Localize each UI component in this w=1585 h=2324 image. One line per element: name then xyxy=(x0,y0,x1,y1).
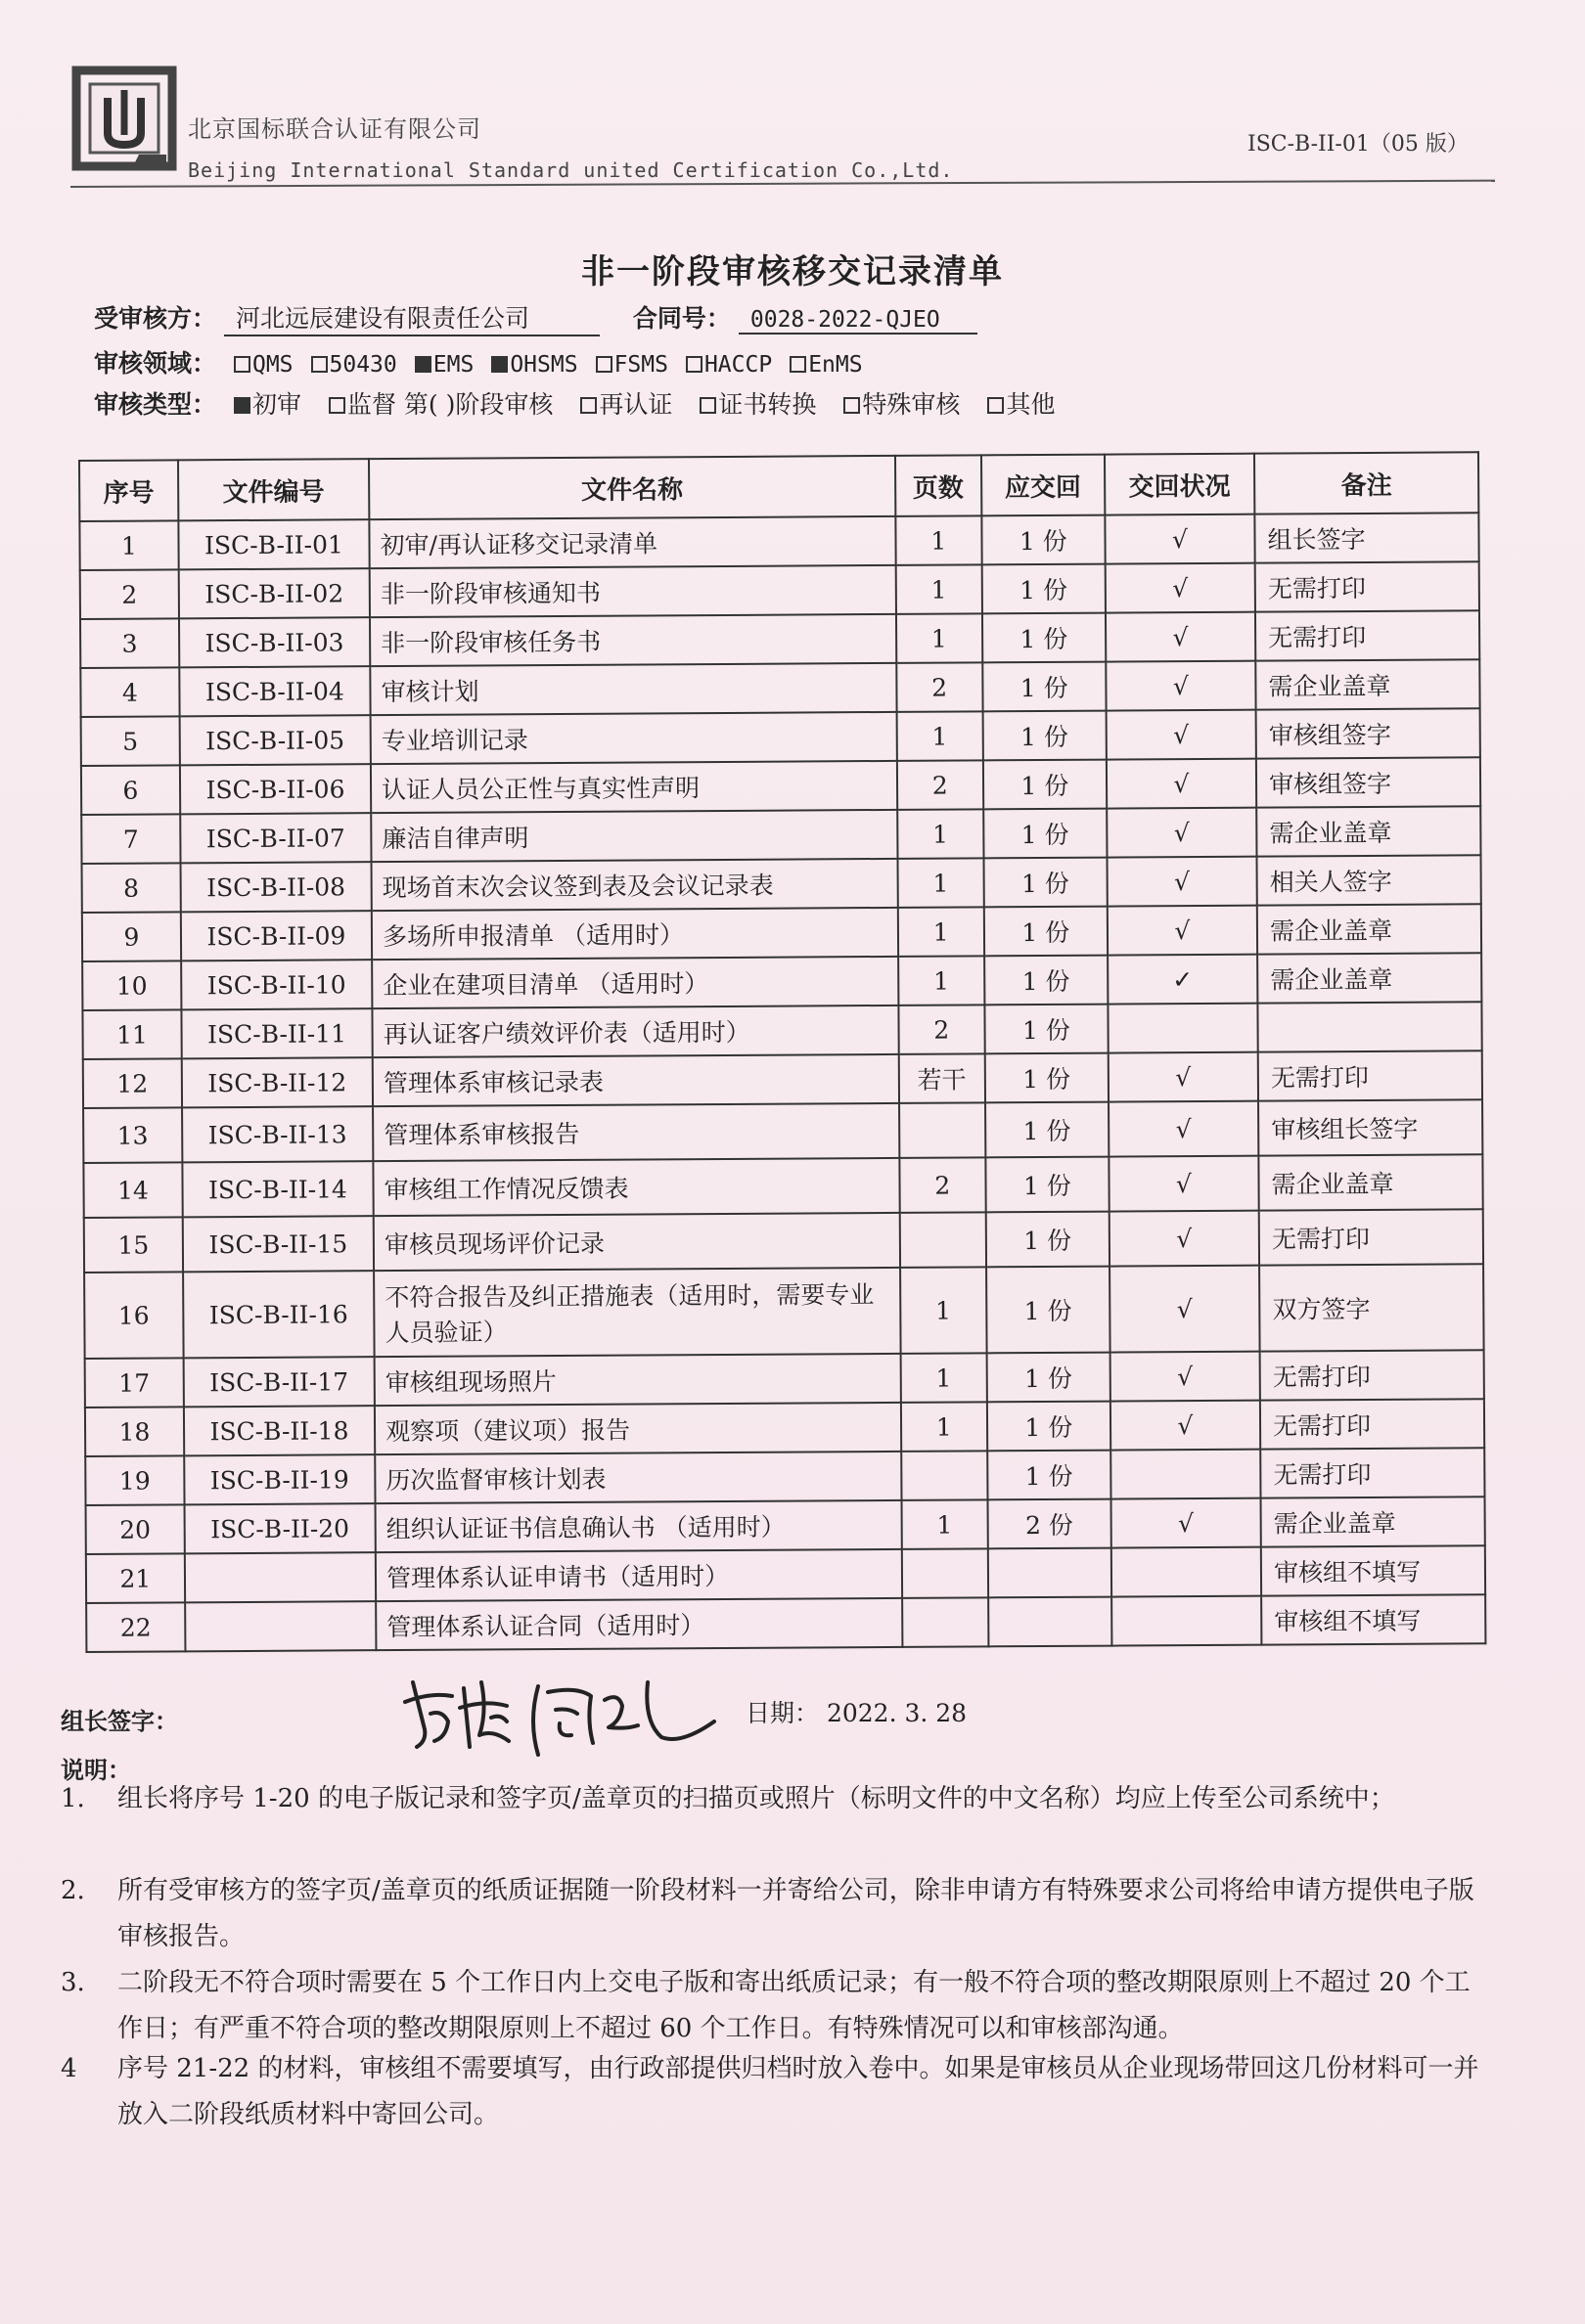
company-name-cn: 北京国标联合认证有限公司 xyxy=(188,115,481,143)
cell-copies: 1 份 xyxy=(987,1451,1110,1500)
table-row xyxy=(84,1209,1483,1273)
cell-status: ✓ xyxy=(1108,955,1258,1005)
cell-no: 17 xyxy=(85,1358,184,1408)
cell-note: 需企业盖章 xyxy=(1257,953,1481,1003)
cell-pages xyxy=(901,1451,987,1500)
cell-pages: 1 xyxy=(895,564,981,614)
cell-copies: 2 份 xyxy=(987,1499,1110,1549)
cell-no: 20 xyxy=(86,1504,185,1554)
option-audit-fields[interactable] xyxy=(780,349,862,378)
cell-name: 认证人员公正性与真实性声明 xyxy=(371,761,897,813)
audit-field-line xyxy=(94,344,863,380)
option-label: 50430 xyxy=(329,352,397,378)
cell-pages: 2 xyxy=(899,1157,986,1213)
contract-value: 0028-2022-QJEO xyxy=(739,307,977,335)
option-label: 特殊审核 xyxy=(862,390,961,419)
table-row xyxy=(82,1002,1481,1059)
cell-status: √ xyxy=(1105,514,1255,564)
auditee-value: 河北远辰建设有限责任公司 xyxy=(224,299,600,336)
cell-note: 审核组签字 xyxy=(1256,708,1480,758)
cell-pages: 若干 xyxy=(898,1053,984,1103)
cell-copies: 1 份 xyxy=(985,1053,1109,1103)
option-audit-types[interactable] xyxy=(224,390,301,419)
cell-pages: 1 xyxy=(896,711,982,761)
cell-no: 16 xyxy=(84,1272,183,1359)
table-row xyxy=(86,1594,1485,1652)
table-row xyxy=(84,1264,1484,1359)
cell-note xyxy=(1257,1002,1481,1051)
table-row xyxy=(81,757,1480,815)
empty-checkbox-icon[interactable] xyxy=(596,356,612,373)
cell-code: ISC-B-II-03 xyxy=(179,617,371,667)
cell-no: 14 xyxy=(83,1162,182,1218)
col-header-code: 文件编号 xyxy=(178,459,370,520)
cell-note: 无需打印 xyxy=(1260,1448,1484,1497)
cell-note: 需企业盖章 xyxy=(1255,659,1479,709)
option-audit-fields[interactable] xyxy=(224,349,294,378)
cell-code: ISC-B-II-20 xyxy=(184,1503,376,1553)
empty-checkbox-icon[interactable] xyxy=(987,397,1004,414)
table-row xyxy=(80,659,1479,717)
cell-status xyxy=(1110,1450,1261,1499)
cell-pages: 1 xyxy=(897,858,983,908)
cell-note: 双方签字 xyxy=(1259,1264,1483,1351)
cell-status: √ xyxy=(1106,661,1256,711)
checked-checkbox-icon[interactable] xyxy=(234,397,250,414)
cell-status xyxy=(1111,1596,1262,1646)
note-item xyxy=(61,1776,1489,1822)
cell-code: ISC-B-II-06 xyxy=(180,764,372,814)
option-audit-fields[interactable] xyxy=(405,349,475,378)
table-row xyxy=(82,953,1481,1010)
contract-label: 合同号： xyxy=(632,304,731,333)
empty-checkbox-icon[interactable] xyxy=(686,356,702,373)
cell-name: 审核员现场评价记录 xyxy=(374,1213,900,1271)
table-row xyxy=(81,708,1480,766)
cell-no: 10 xyxy=(82,961,181,1010)
note-number: 1. xyxy=(61,1784,85,1813)
cell-no: 8 xyxy=(82,863,181,913)
cell-no: 19 xyxy=(85,1455,184,1505)
cell-no: 22 xyxy=(86,1602,185,1652)
note-item xyxy=(61,1960,1489,2052)
cell-note: 相关人签字 xyxy=(1257,855,1481,905)
cell-note: 无需打印 xyxy=(1258,1050,1482,1100)
auditee-label: 受审核方： xyxy=(94,304,217,333)
option-label: EMS xyxy=(432,352,475,378)
empty-checkbox-icon[interactable] xyxy=(580,397,597,414)
option-audit-fields[interactable] xyxy=(586,349,668,378)
empty-checkbox-icon[interactable] xyxy=(790,356,806,373)
cell-pages: 2 xyxy=(897,760,983,810)
cell-code: ISC-B-II-08 xyxy=(180,862,372,912)
form-code: ISC-B-II-01（05 版） xyxy=(1247,132,1469,156)
cell-name: 不符合报告及纠正措施表（适用时，需要专业人员验证） xyxy=(374,1268,900,1357)
cell-note: 无需打印 xyxy=(1255,561,1479,611)
cell-name: 多场所申报清单 （适用时） xyxy=(372,908,898,960)
cell-pages: 1 xyxy=(897,809,983,859)
option-label: 其他 xyxy=(1006,390,1056,419)
cell-copies: 1 份 xyxy=(984,956,1108,1006)
cell-code: ISC-B-II-10 xyxy=(181,960,373,1009)
note-item xyxy=(61,1868,1489,1960)
cell-status: √ xyxy=(1106,612,1256,662)
leader-signature-label: 组长签字： xyxy=(61,1708,178,1735)
cell-note: 组长签字 xyxy=(1254,513,1478,562)
cell-pages: 2 xyxy=(896,662,982,712)
cell-copies: 1 份 xyxy=(984,907,1108,957)
handwritten-signature xyxy=(391,1653,724,1770)
cell-status: √ xyxy=(1110,1498,1261,1548)
cell-copies: 1 份 xyxy=(987,1402,1110,1452)
cell-copies: 1 份 xyxy=(984,1005,1108,1054)
cell-no: 11 xyxy=(82,1009,181,1059)
cell-no: 6 xyxy=(81,765,180,815)
audit-field-label: 审核领域： xyxy=(94,349,217,378)
cell-name: 管理体系审核记录表 xyxy=(373,1054,899,1106)
cell-code: ISC-B-II-11 xyxy=(181,1008,373,1058)
option-label: HACCP xyxy=(703,352,773,378)
cell-code: ISC-B-II-01 xyxy=(178,519,370,569)
checked-checkbox-icon[interactable] xyxy=(415,356,431,373)
option-audit-types[interactable] xyxy=(690,390,816,419)
cell-name: 再认证客户绩效评价表（适用时） xyxy=(372,1006,898,1057)
cell-no: 3 xyxy=(80,618,179,668)
option-audit-types[interactable] xyxy=(319,390,553,419)
cell-pages xyxy=(901,1548,987,1598)
cell-status: √ xyxy=(1109,1101,1259,1157)
cell-pages: 1 xyxy=(895,515,981,565)
cell-note: 需企业盖章 xyxy=(1256,806,1480,856)
cell-pages: 1 xyxy=(901,1499,987,1549)
cell-copies: 1 份 xyxy=(983,858,1107,908)
table-row xyxy=(82,904,1481,961)
cell-no: 18 xyxy=(85,1407,184,1456)
cell-name: 专业培训记录 xyxy=(371,712,897,764)
cell-status: √ xyxy=(1106,710,1256,760)
notes-title: 说明： xyxy=(61,1757,131,1784)
cell-pages: 1 xyxy=(897,907,983,957)
table-row xyxy=(80,561,1479,619)
cell-code: ISC-B-II-17 xyxy=(183,1357,375,1407)
cell-code: ISC-B-II-02 xyxy=(178,568,370,618)
table-row xyxy=(80,610,1479,668)
signature-date: 日期： 2022. 3. 28 xyxy=(746,1699,968,1727)
cell-name: 廉洁自律声明 xyxy=(371,810,897,862)
cell-status: √ xyxy=(1110,1266,1260,1353)
cell-copies: 1 份 xyxy=(985,1102,1109,1158)
cell-name: 现场首末次会议签到表及会议记录表 xyxy=(372,859,898,911)
table-row xyxy=(85,1350,1484,1408)
option-label: 初审 xyxy=(251,390,301,419)
cell-code: ISC-B-II-07 xyxy=(180,813,372,863)
cell-pages: 2 xyxy=(898,1005,984,1054)
cell-copies: 1 份 xyxy=(986,1212,1110,1268)
auditee-line xyxy=(94,299,977,336)
company-name-en: Beijing International Standard united Certification Co.,Ltd. xyxy=(188,158,954,182)
table-row xyxy=(85,1399,1484,1456)
option-label: 监督 第( )阶段审核 xyxy=(346,390,554,419)
cell-status xyxy=(1111,1547,1262,1597)
table-row xyxy=(82,855,1481,913)
cell-note: 需企业盖章 xyxy=(1257,904,1481,954)
option-label: 再认证 xyxy=(599,390,673,419)
cell-code xyxy=(185,1601,377,1651)
cell-status: √ xyxy=(1108,906,1258,956)
cell-status: √ xyxy=(1109,1211,1259,1267)
cell-copies: 1 份 xyxy=(981,564,1105,614)
option-label: 证书转换 xyxy=(718,390,817,419)
cell-copies: 1 份 xyxy=(981,515,1105,565)
empty-checkbox-icon[interactable] xyxy=(843,397,860,414)
cell-pages xyxy=(899,1102,986,1158)
cell-copies xyxy=(988,1548,1111,1598)
cell-code: ISC-B-II-15 xyxy=(183,1216,375,1272)
cell-status: √ xyxy=(1109,1156,1259,1212)
cell-code: ISC-B-II-04 xyxy=(179,666,371,716)
cell-name: 非一阶段审核任务书 xyxy=(370,614,896,666)
cell-code: ISC-B-II-14 xyxy=(182,1161,374,1217)
cell-note: 需企业盖章 xyxy=(1258,1154,1482,1210)
cell-status: √ xyxy=(1107,808,1257,858)
option-audit-fields[interactable] xyxy=(301,349,397,378)
cell-copies: 1 份 xyxy=(982,711,1106,761)
cell-name: 审核组工作情况反馈表 xyxy=(373,1158,899,1216)
col-header-pages: 页数 xyxy=(895,455,982,516)
cell-name: 管理体系审核报告 xyxy=(373,1103,899,1161)
cell-pages: 1 xyxy=(898,956,984,1006)
col-header-copies: 应交回 xyxy=(981,455,1105,516)
cell-note: 审核组长签字 xyxy=(1258,1099,1482,1155)
table-row xyxy=(79,513,1478,570)
cell-status: √ xyxy=(1105,563,1255,613)
cell-note: 审核组不填写 xyxy=(1261,1594,1485,1644)
cell-code: ISC-B-II-18 xyxy=(184,1406,376,1455)
cell-pages xyxy=(902,1597,988,1647)
empty-checkbox-icon[interactable] xyxy=(234,356,250,373)
option-audit-types[interactable] xyxy=(834,390,960,419)
cell-name: 管理体系认证合同（适用时） xyxy=(376,1598,902,1650)
note-item xyxy=(61,2046,1489,2138)
cell-no: 4 xyxy=(80,667,179,717)
table-row xyxy=(85,1448,1484,1505)
cell-code: ISC-B-II-05 xyxy=(179,715,371,765)
option-audit-types[interactable] xyxy=(977,390,1055,419)
transfer-record-table xyxy=(78,451,1486,1653)
cell-copies: 1 份 xyxy=(985,1157,1109,1213)
cell-no: 5 xyxy=(81,716,180,766)
note-text: 二阶段无不符合项时需要在 5 个工作日内上交电子版和寄出纸质记录；有一般不符合项的整改期限原则上不超过 20 个工作日；有严重不符合项的整改期限原则上不超过 60 个工作日。有特殊情况可以和审核部沟通。 xyxy=(117,1968,1471,2043)
note-text: 所有受审核方的签字页/盖章页的纸质证据随一阶段材料一并寄给公司，除非申请方有特殊要求公司将给申请方提供电子版审核报告。 xyxy=(117,1876,1474,1951)
note-number: 3. xyxy=(61,1968,85,1997)
cell-code: ISC-B-II-12 xyxy=(182,1057,374,1107)
col-header-no: 序号 xyxy=(79,460,178,521)
option-label: EnMS xyxy=(808,352,863,378)
cell-copies: 1 份 xyxy=(983,760,1107,810)
option-label: OHSMS xyxy=(510,352,578,378)
cell-pages: 1 xyxy=(900,1267,987,1354)
option-label: FSMS xyxy=(613,352,668,378)
cell-status: √ xyxy=(1107,759,1257,809)
cell-note: 无需打印 xyxy=(1259,1209,1483,1265)
option-label: QMS xyxy=(251,352,294,378)
note-text: 组长将序号 1-20 的电子版记录和签字页/盖章页的扫描页或照片（标明文件的中文名称）均应上传至公司系统中； xyxy=(117,1784,1395,1813)
audit-type-line xyxy=(94,385,1055,421)
cell-status: √ xyxy=(1110,1352,1260,1402)
cell-code: ISC-B-II-13 xyxy=(182,1106,374,1162)
note-number: 4 xyxy=(61,2054,77,2083)
col-header-name: 文件名称 xyxy=(369,456,895,519)
option-audit-fields[interactable] xyxy=(676,349,772,378)
cell-no: 2 xyxy=(80,569,179,619)
cell-no: 9 xyxy=(82,912,181,961)
cell-code: ISC-B-II-19 xyxy=(184,1454,376,1504)
cell-name: 非一阶段审核通知书 xyxy=(370,565,896,617)
cell-name: 历次监督审核计划表 xyxy=(375,1452,901,1503)
document-title: 非一阶段审核移交记录清单 xyxy=(581,252,1004,291)
cell-copies: 1 份 xyxy=(982,662,1106,712)
cell-name: 审核计划 xyxy=(370,663,896,715)
cell-status: √ xyxy=(1109,1052,1259,1102)
cell-name: 初审/再认证移交记录清单 xyxy=(369,516,895,568)
cell-note: 审核组不填写 xyxy=(1261,1545,1485,1595)
cell-code: ISC-B-II-16 xyxy=(183,1271,375,1358)
cell-no: 1 xyxy=(79,520,178,570)
cell-no: 21 xyxy=(86,1553,185,1603)
option-audit-fields[interactable] xyxy=(481,349,577,378)
table-row xyxy=(81,806,1480,864)
cell-name: 管理体系认证申请书（适用时） xyxy=(376,1549,902,1601)
cell-name: 组织认证证书信息确认书 （适用时） xyxy=(376,1500,902,1552)
checked-checkbox-icon[interactable] xyxy=(491,356,508,373)
cell-no: 13 xyxy=(83,1107,182,1163)
cell-code xyxy=(185,1552,377,1602)
cell-copies: 1 份 xyxy=(982,613,1106,663)
cell-note: 无需打印 xyxy=(1260,1350,1484,1400)
cell-note: 需企业盖章 xyxy=(1261,1497,1485,1546)
table-row xyxy=(83,1099,1482,1163)
table-row xyxy=(83,1050,1482,1108)
audit-type-label: 审核类型： xyxy=(94,390,217,419)
table-row xyxy=(86,1497,1485,1554)
cell-pages: 1 xyxy=(896,613,982,663)
cell-name: 审核组现场照片 xyxy=(375,1354,901,1406)
cell-status xyxy=(1108,1004,1258,1053)
table-row xyxy=(86,1545,1485,1603)
cell-status: √ xyxy=(1110,1401,1261,1451)
cell-copies: 1 份 xyxy=(986,1267,1110,1354)
empty-checkbox-icon[interactable] xyxy=(311,356,328,373)
cell-name: 观察项（建议项）报告 xyxy=(375,1403,901,1454)
note-number: 2. xyxy=(61,1876,85,1905)
cell-copies: 1 份 xyxy=(986,1353,1110,1403)
cell-pages: 1 xyxy=(900,1353,986,1403)
cell-copies xyxy=(988,1597,1111,1647)
cell-note: 审核组签字 xyxy=(1256,757,1480,807)
cell-status: √ xyxy=(1107,857,1257,907)
company-logo xyxy=(70,65,178,174)
cell-no: 12 xyxy=(83,1058,182,1108)
table-row xyxy=(83,1154,1482,1218)
empty-checkbox-icon[interactable] xyxy=(700,397,716,414)
cell-note: 无需打印 xyxy=(1255,610,1479,660)
cell-name: 企业在建项目清单 （适用时） xyxy=(372,957,898,1008)
cell-code: ISC-B-II-09 xyxy=(181,911,373,961)
table-header-row xyxy=(79,452,1478,521)
col-header-note: 备注 xyxy=(1254,452,1478,514)
empty-checkbox-icon[interactable] xyxy=(329,397,345,414)
cell-pages xyxy=(899,1212,986,1268)
cell-pages: 1 xyxy=(901,1402,987,1452)
col-header-status: 交回状况 xyxy=(1105,454,1255,515)
option-audit-types[interactable] xyxy=(570,390,672,419)
cell-note: 无需打印 xyxy=(1260,1399,1484,1449)
cell-no: 15 xyxy=(84,1217,183,1273)
cell-copies: 1 份 xyxy=(983,809,1107,859)
note-text: 序号 21-22 的材料，审核组不需要填写，由行政部提供归档时放入卷中。如果是审核员从企业现场带回这几份材料可一并放入二阶段纸质材料中寄回公司。 xyxy=(117,2054,1479,2129)
cell-no: 7 xyxy=(81,814,180,864)
